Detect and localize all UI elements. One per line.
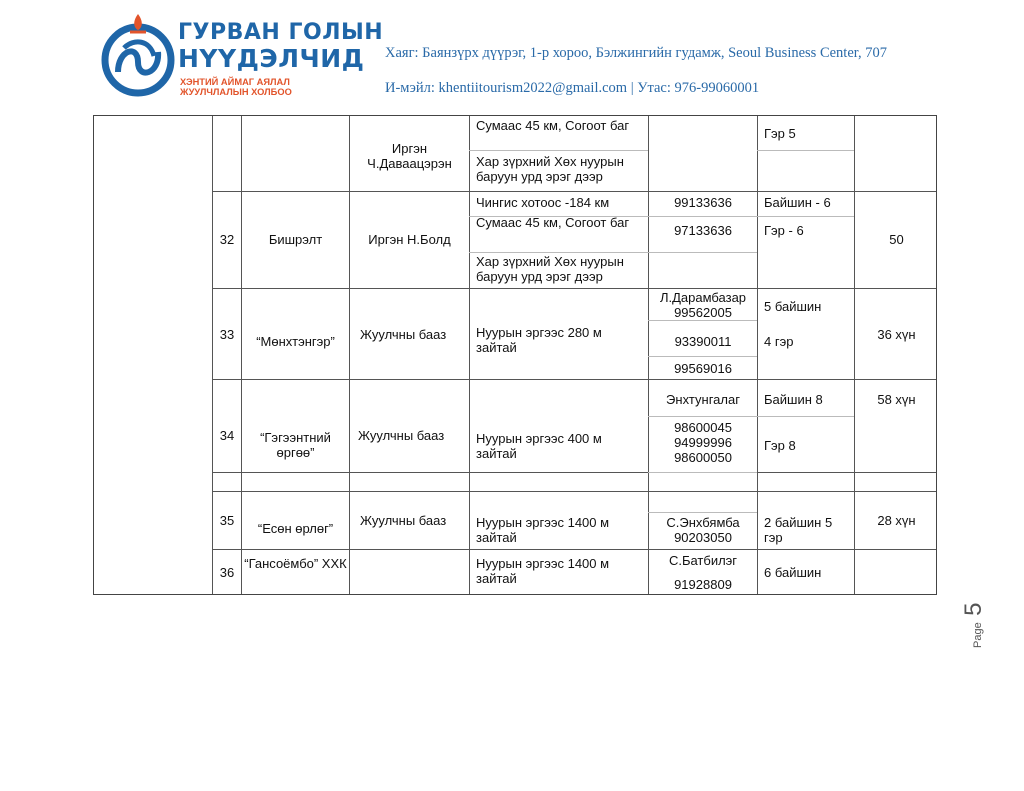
location-cell: Нуурын эргээс 280 м зайтай <box>476 325 602 355</box>
name-cell: “Есөн өрлөг” <box>257 521 334 536</box>
capacity-cell: Байшин 8 <box>764 392 823 407</box>
owner-cell: Жуулчны бааз <box>360 327 447 342</box>
contact-cell: С.Батбилэг <box>668 553 738 568</box>
logo-subtitle-line-2: ЖУУЛЧЛАЛЫН ХОЛБОО <box>180 87 292 97</box>
name-cell: “Гансоёмбо” ХХК <box>244 556 347 571</box>
location-cell: Чингис хотоос -184 км <box>476 195 610 210</box>
capacity-cell: Байшин - 6 <box>764 195 831 210</box>
capacity-cell: 6 байшин <box>764 565 822 580</box>
total-cell: 36 хүн <box>877 327 916 342</box>
location-cell: Нуурын эргээс 1400 м зайтай <box>476 556 610 586</box>
page-label: Page <box>972 622 984 648</box>
row-number: 32 <box>219 232 235 247</box>
capacity-cell: 5 байшин <box>764 299 822 314</box>
location-cell: Хар зүрхний Хөх нуурын баруун урд эрэг дээр <box>476 154 624 184</box>
name-cell: “Гэгээнтний өргөө” <box>260 430 331 460</box>
logo-title <box>178 20 383 72</box>
location-cell: Сумаас 45 км, Согоот баг <box>476 215 630 230</box>
logo-subtitle <box>180 77 292 97</box>
phone-cell: 99569016 <box>674 361 732 376</box>
header-email-phone: И-мэйл: khentiitourism2022@gmail.com | Утас: 976-99060001 <box>385 80 760 96</box>
logo-emblem-icon <box>100 10 178 98</box>
row-number: 36 <box>219 565 235 580</box>
logo-title-line-2: НҮҮДЭЛЧИД <box>178 44 365 73</box>
phone-cell: 99133636 <box>674 195 732 210</box>
phone-cell: 97133636 <box>674 223 732 238</box>
accommodation-table <box>93 115 937 595</box>
page-number <box>960 588 990 648</box>
total-cell: 28 хүн <box>877 513 916 528</box>
capacity-cell: Гэр - 6 <box>764 223 804 238</box>
row-number: 33 <box>219 327 235 342</box>
phone-cell: 93390011 <box>674 334 732 349</box>
owner-cell: Иргэн Ч.Даваацэрэн <box>367 141 452 171</box>
owner-cell: Иргэн Н.Болд <box>368 232 451 247</box>
capacity-cell: 2 байшин 5 гэр <box>764 515 833 545</box>
name-cell: “Мөнхтэнгэр” <box>256 334 335 349</box>
page-number-value: 5 <box>960 602 987 616</box>
header-address: Хаяг: Баянзүрх дүүрэг, 1-р хороо, Бэлжингийн гудамж, Seoul Business Center, 707 <box>385 45 888 61</box>
association-logo <box>100 10 384 98</box>
total-cell: 58 хүн <box>877 392 916 407</box>
capacity-cell: Гэр 5 <box>764 126 796 141</box>
row-number: 34 <box>219 428 235 443</box>
location-cell: Хар зүрхний Хөх нуурын баруун урд эрэг дээр <box>476 254 624 284</box>
total-cell: 50 <box>889 232 904 247</box>
phone-cell: 91928809 <box>674 577 732 592</box>
phone-cell: 98600045 94999996 98600050 <box>674 420 732 465</box>
name-cell: Бишрэлт <box>268 232 323 247</box>
row-number: 35 <box>219 513 235 528</box>
logo-title-line-1: ГУРВАН ГОЛЫН <box>178 20 384 45</box>
location-cell: Нуурын эргээс 1400 м зайтай <box>476 515 610 545</box>
capacity-cell: 4 гэр <box>764 334 794 349</box>
owner-cell: Жуулчны бааз <box>358 428 445 443</box>
owner-cell: Жуулчны бааз <box>360 513 447 528</box>
location-cell: Сумаас 45 км, Согоот баг <box>476 118 630 133</box>
contact-cell: С.Энхбямба 90203050 <box>666 515 740 545</box>
location-cell: Нуурын эргээс 400 м зайтай <box>476 431 602 461</box>
contact-cell: Л.Дарамбазар 99562005 <box>659 290 747 320</box>
contact-cell: Энхтунгалаг <box>666 392 740 407</box>
capacity-cell: Гэр 8 <box>764 438 796 453</box>
logo-subtitle-line-1: ХЭНТИЙ АЙМАГ АЯЛАЛ <box>180 77 290 87</box>
